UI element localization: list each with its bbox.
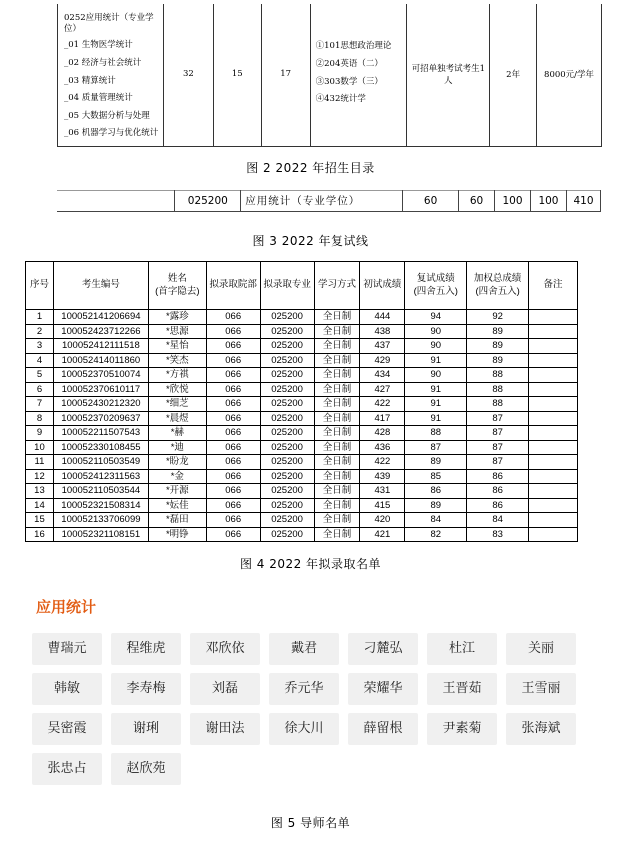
- table-cell: 066: [206, 513, 260, 528]
- table-cell: 025200: [260, 498, 314, 513]
- table-row: [26, 382, 578, 397]
- catalog-exams-cell: [310, 1, 407, 147]
- table-cell: *星怡: [148, 339, 206, 354]
- table-row: [26, 527, 578, 542]
- table-cell: 066: [206, 426, 260, 441]
- table-cell: 066: [206, 527, 260, 542]
- table-cell: *迪: [148, 440, 206, 455]
- table-cell: 7: [26, 397, 54, 412]
- table-cell: 全日制: [314, 324, 360, 339]
- table-cell: 434: [360, 368, 405, 383]
- table-cell: 全日制: [314, 484, 360, 499]
- retest-blank-cell: [57, 190, 175, 212]
- table-cell: 420: [360, 513, 405, 528]
- table-cell: 429: [360, 353, 405, 368]
- table-row: [26, 513, 578, 528]
- table-cell: *笑杰: [148, 353, 206, 368]
- catalog-exam: ④432统计学: [315, 94, 366, 105]
- admission-header-cell: 拟录取专业: [260, 262, 314, 310]
- tutor-name-chip: 刁麓弘: [348, 633, 418, 665]
- table-cell: *盼龙: [148, 455, 206, 470]
- table-cell: 全日制: [314, 513, 360, 528]
- table-cell: 066: [206, 455, 260, 470]
- figure-2-caption: 图 2 2022 年招生目录: [246, 161, 375, 175]
- figure-4-caption: 图 4 2022 年拟录取名单: [239, 557, 382, 571]
- table-cell: 全日制: [314, 498, 360, 513]
- table-cell: 437: [360, 339, 405, 354]
- table-cell: 86: [467, 484, 529, 499]
- table-row: [26, 310, 578, 325]
- tutor-name-chip: 李寿梅: [111, 673, 181, 705]
- table-cell: 025200: [260, 397, 314, 412]
- table-cell: 87: [467, 440, 529, 455]
- table-row: [26, 469, 578, 484]
- table-cell: 全日制: [314, 440, 360, 455]
- table-cell: 417: [360, 411, 405, 426]
- tutor-name-chip: 邓欣依: [190, 633, 260, 665]
- table-cell: 89: [467, 339, 529, 354]
- table-row: [26, 368, 578, 383]
- table-cell: 83: [467, 527, 529, 542]
- table-cell: 428: [360, 426, 405, 441]
- admission-header-cell: 复试成绩 (四舍五入): [405, 262, 467, 310]
- tutor-name-chip: 杜江: [427, 633, 497, 665]
- table-cell: 全日制: [314, 469, 360, 484]
- tutor-name-chip: 赵欣苑: [111, 753, 181, 785]
- table-cell: 88: [467, 382, 529, 397]
- table-cell: 86: [405, 484, 467, 499]
- table-cell: 91: [405, 382, 467, 397]
- table-cell: 100052430212320: [53, 397, 148, 412]
- table-row: [26, 440, 578, 455]
- catalog-direction: _02 经济与社会统计: [64, 57, 142, 68]
- catalog-exam: ①101思想政治理论: [315, 40, 392, 51]
- tutor-name-chip: 张海斌: [506, 713, 576, 745]
- table-cell: 025200: [260, 368, 314, 383]
- table-cell: 025200: [260, 513, 314, 528]
- table-cell: 全日制: [314, 310, 360, 325]
- table-cell: 100052133706099: [53, 513, 148, 528]
- figure-5-caption: 图 5 导师名单: [270, 816, 351, 830]
- table-cell: 025200: [260, 455, 314, 470]
- table-cell: 2: [26, 324, 54, 339]
- admission-header-cell: 加权总成绩 (四舍五入): [467, 262, 529, 310]
- tutor-name-chip: 关丽: [506, 633, 576, 665]
- table-cell: 92: [467, 310, 529, 325]
- table-cell: [529, 498, 578, 513]
- table-cell: 025200: [260, 310, 314, 325]
- table-cell: 5: [26, 368, 54, 383]
- catalog-note: 可招单独考试考生1人: [407, 1, 490, 147]
- table-cell: 全日制: [314, 339, 360, 354]
- table-cell: [529, 382, 578, 397]
- table-cell: [529, 527, 578, 542]
- table-cell: 9: [26, 426, 54, 441]
- table-cell: 91: [405, 353, 467, 368]
- table-cell: 066: [206, 310, 260, 325]
- catalog-plan-b: 17: [261, 1, 310, 147]
- catalog-direction: _06 机器学习与优化统计: [64, 128, 159, 139]
- table-cell: 025200: [260, 353, 314, 368]
- catalog-major-cell: [58, 1, 164, 147]
- table-row: [26, 455, 578, 470]
- table-cell: [529, 484, 578, 499]
- table-cell: 88: [467, 368, 529, 383]
- admission-header-cell: 拟录取院部: [206, 262, 260, 310]
- table-cell: *方祺: [148, 368, 206, 383]
- table-cell: 89: [467, 353, 529, 368]
- table-row: [26, 426, 578, 441]
- tutor-name-chip: 王雪丽: [506, 673, 576, 705]
- table-cell: *妘佳: [148, 498, 206, 513]
- table-cell: [529, 324, 578, 339]
- table-cell: [529, 411, 578, 426]
- table-cell: 86: [467, 469, 529, 484]
- table-cell: 100052321108151: [53, 527, 148, 542]
- table-cell: 全日制: [314, 368, 360, 383]
- table-cell: 025200: [260, 469, 314, 484]
- table-cell: 422: [360, 455, 405, 470]
- tutor-name-chip: 张忠占: [32, 753, 102, 785]
- retest-table: [57, 190, 601, 212]
- table-cell: 100052370510074: [53, 368, 148, 383]
- table-cell: [529, 397, 578, 412]
- table-cell: 100052370209637: [53, 411, 148, 426]
- table-cell: 1: [26, 310, 54, 325]
- table-cell: 427: [360, 382, 405, 397]
- table-cell: 10: [26, 440, 54, 455]
- retest-score: 410: [566, 190, 600, 212]
- admission-header-cell: 学习方式: [314, 262, 360, 310]
- table-cell: 100052412111518: [53, 339, 148, 354]
- tutor-name-chip: 谢琍: [111, 713, 181, 745]
- table-cell: 全日制: [314, 455, 360, 470]
- admission-header-cell: 初试成绩: [360, 262, 405, 310]
- table-cell: 87: [467, 426, 529, 441]
- table-cell: *金: [148, 469, 206, 484]
- cropped-edge: [57, 0, 602, 4]
- table-cell: 84: [405, 513, 467, 528]
- table-cell: 84: [467, 513, 529, 528]
- table-cell: *明铮: [148, 527, 206, 542]
- table-cell: 025200: [260, 411, 314, 426]
- tutor-name-chip: 谢田法: [190, 713, 260, 745]
- table-cell: [529, 353, 578, 368]
- table-cell: [529, 310, 578, 325]
- table-cell: [529, 368, 578, 383]
- table-cell: 100052321508314: [53, 498, 148, 513]
- admission-header-row: [26, 262, 578, 310]
- tutor-name-chip: 戴君: [269, 633, 339, 665]
- tutor-name-chip: 荣耀华: [348, 673, 418, 705]
- table-cell: 066: [206, 339, 260, 354]
- table-cell: 86: [467, 498, 529, 513]
- catalog-direction: _01 生物医学统计: [64, 40, 133, 51]
- retest-major-name: 应用统计（专业学位）: [241, 190, 403, 212]
- table-cell: 全日制: [314, 411, 360, 426]
- retest-code: 025200: [175, 190, 241, 212]
- table-cell: 87: [467, 411, 529, 426]
- admission-header-cell: 备注: [529, 262, 578, 310]
- table-cell: 13: [26, 484, 54, 499]
- catalog-table: [57, 0, 602, 147]
- table-cell: 6: [26, 382, 54, 397]
- table-cell: 12: [26, 469, 54, 484]
- table-cell: 100052414011860: [53, 353, 148, 368]
- table-cell: [529, 440, 578, 455]
- table-cell: 025200: [260, 527, 314, 542]
- table-cell: 89: [405, 498, 467, 513]
- catalog-direction: _03 精算统计: [64, 75, 116, 86]
- admission-header-cell: 考生编号: [53, 262, 148, 310]
- catalog-direction: _04 质量管理统计: [64, 93, 133, 104]
- tutor-name-chip: 程维虎: [111, 633, 181, 665]
- table-cell: 431: [360, 484, 405, 499]
- table-cell: [529, 339, 578, 354]
- table-row: [26, 324, 578, 339]
- table-cell: *赫: [148, 426, 206, 441]
- table-cell: 025200: [260, 484, 314, 499]
- table-cell: 4: [26, 353, 54, 368]
- table-cell: [529, 426, 578, 441]
- table-cell: *开源: [148, 484, 206, 499]
- figure-3-caption: 图 3 2022 年复试线: [252, 234, 369, 248]
- table-cell: 438: [360, 324, 405, 339]
- table-cell: 88: [467, 397, 529, 412]
- table-cell: 100052141206694: [53, 310, 148, 325]
- retest-score: 100: [530, 190, 566, 212]
- table-cell: 066: [206, 368, 260, 383]
- tutor-name-chip: 乔元华: [269, 673, 339, 705]
- table-cell: 90: [405, 368, 467, 383]
- table-cell: 025200: [260, 324, 314, 339]
- table-cell: *露珍: [148, 310, 206, 325]
- admission-header-cell: 姓名 (首字隐去): [148, 262, 206, 310]
- table-cell: 全日制: [314, 382, 360, 397]
- section-title: 应用统计: [36, 598, 97, 616]
- table-cell: 100052110503549: [53, 455, 148, 470]
- table-cell: 444: [360, 310, 405, 325]
- table-row: [26, 397, 578, 412]
- catalog-years: 2年: [490, 1, 537, 147]
- table-cell: 066: [206, 498, 260, 513]
- table-cell: 066: [206, 440, 260, 455]
- table-cell: 066: [206, 353, 260, 368]
- table-cell: 3: [26, 339, 54, 354]
- table-cell: 100052370610117: [53, 382, 148, 397]
- table-cell: *晨煜: [148, 411, 206, 426]
- admission-table: [25, 261, 578, 542]
- table-cell: 100052110503544: [53, 484, 148, 499]
- table-row: [26, 411, 578, 426]
- catalog-exam: ③303数学（三）: [315, 76, 383, 87]
- table-cell: 100052412311563: [53, 469, 148, 484]
- table-cell: 100052423712266: [53, 324, 148, 339]
- table-cell: 421: [360, 527, 405, 542]
- tutor-name-chip: 薛留根: [348, 713, 418, 745]
- catalog-plan-a: 15: [213, 1, 261, 147]
- table-cell: 90: [405, 339, 467, 354]
- table-cell: 025200: [260, 440, 314, 455]
- table-cell: *磊田: [148, 513, 206, 528]
- table-cell: 439: [360, 469, 405, 484]
- table-cell: 88: [405, 426, 467, 441]
- retest-score: 100: [495, 190, 531, 212]
- tutor-name-chip: 韩敏: [32, 673, 102, 705]
- tutor-name-chip: 王晋茹: [427, 673, 497, 705]
- table-cell: 全日制: [314, 426, 360, 441]
- table-cell: [529, 455, 578, 470]
- table-cell: 85: [405, 469, 467, 484]
- table-cell: 87: [467, 455, 529, 470]
- table-cell: 全日制: [314, 527, 360, 542]
- table-cell: 100052211507543: [53, 426, 148, 441]
- catalog-tuition: 8000元/学年: [537, 1, 602, 147]
- table-cell: 436: [360, 440, 405, 455]
- tutor-name-chip: 刘磊: [190, 673, 260, 705]
- table-cell: *思源: [148, 324, 206, 339]
- table-cell: 100052330108455: [53, 440, 148, 455]
- table-cell: 422: [360, 397, 405, 412]
- table-cell: 82: [405, 527, 467, 542]
- table-cell: 15: [26, 513, 54, 528]
- table-cell: 066: [206, 469, 260, 484]
- table-cell: 89: [405, 455, 467, 470]
- catalog-plan-total: 32: [163, 1, 213, 147]
- table-row: [26, 353, 578, 368]
- table-cell: 066: [206, 382, 260, 397]
- table-cell: 066: [206, 411, 260, 426]
- table-cell: 025200: [260, 382, 314, 397]
- table-cell: 066: [206, 484, 260, 499]
- table-cell: 066: [206, 397, 260, 412]
- table-cell: 全日制: [314, 353, 360, 368]
- table-cell: *细芝: [148, 397, 206, 412]
- table-cell: 16: [26, 527, 54, 542]
- tutor-name-chip: 吴密霞: [32, 713, 102, 745]
- table-cell: 91: [405, 411, 467, 426]
- table-row: [26, 339, 578, 354]
- table-cell: 87: [405, 440, 467, 455]
- table-cell: 025200: [260, 339, 314, 354]
- table-cell: *欣悦: [148, 382, 206, 397]
- table-cell: 066: [206, 324, 260, 339]
- table-cell: [529, 513, 578, 528]
- tutor-name-chip: 曹瑞元: [32, 633, 102, 665]
- catalog-direction: _05 大数据分析与处理: [64, 110, 150, 121]
- table-cell: 91: [405, 397, 467, 412]
- table-cell: 025200: [260, 426, 314, 441]
- table-cell: 8: [26, 411, 54, 426]
- admission-header-cell: 序号: [26, 262, 54, 310]
- table-row: [26, 498, 578, 513]
- catalog-exam: ②204英语（二）: [315, 58, 383, 69]
- table-cell: 11: [26, 455, 54, 470]
- table-row: [26, 484, 578, 499]
- table-cell: 89: [467, 324, 529, 339]
- tutor-name-chip: 尹素菊: [427, 713, 497, 745]
- table-cell: 全日制: [314, 397, 360, 412]
- retest-score: 60: [403, 190, 459, 212]
- table-cell: 90: [405, 324, 467, 339]
- table-cell: 415: [360, 498, 405, 513]
- retest-score: 60: [459, 190, 495, 212]
- table-cell: 94: [405, 310, 467, 325]
- tutor-name-chip: 徐大川: [269, 713, 339, 745]
- table-cell: 14: [26, 498, 54, 513]
- table-cell: [529, 469, 578, 484]
- catalog-major-title: 0252应用统计（专业学位）: [64, 13, 154, 34]
